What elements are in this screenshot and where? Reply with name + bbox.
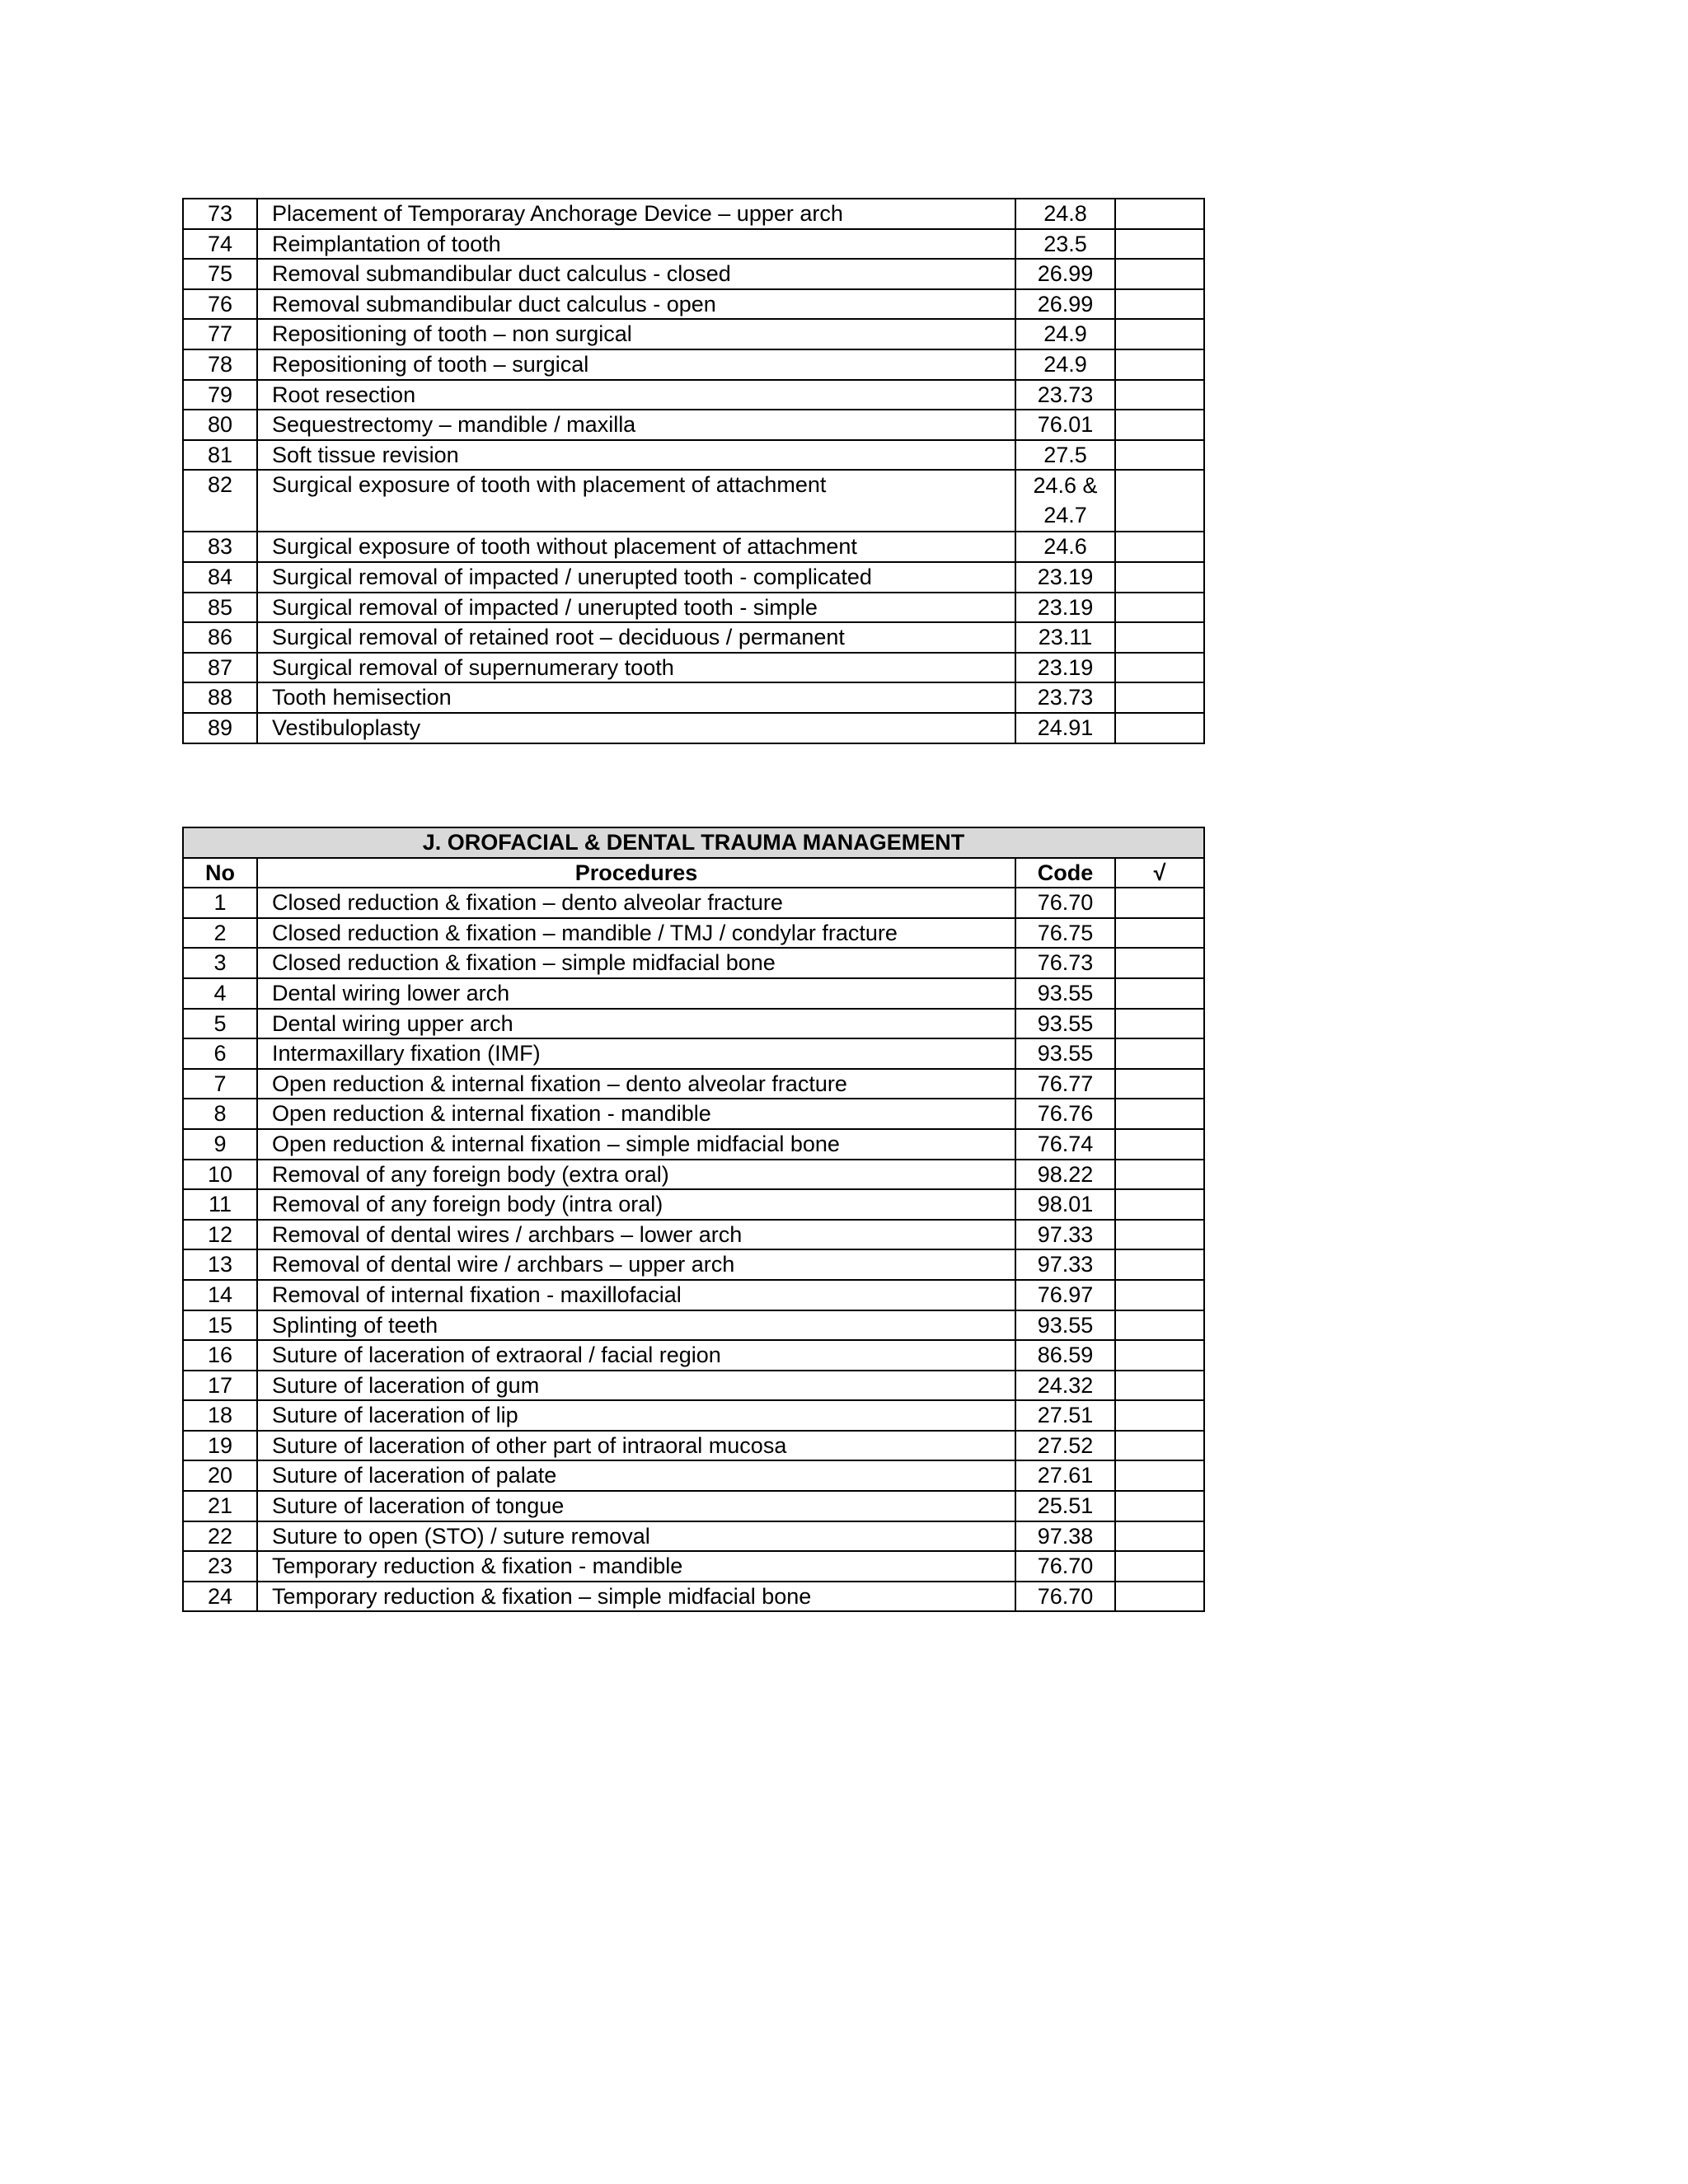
procedure-code: 76.70 <box>1015 1582 1115 1612</box>
procedure-code: 93.55 <box>1015 1038 1115 1069</box>
procedure-name: Surgical removal of supernumerary tooth <box>257 653 1015 683</box>
check-cell[interactable] <box>1115 440 1204 471</box>
procedure-name: Repositioning of tooth – surgical <box>257 349 1015 380</box>
procedure-name: Removal of dental wire / archbars – upper arch <box>257 1249 1015 1280</box>
procedure-name: Removal of any foreign body (extra oral) <box>257 1160 1015 1190</box>
table-row <box>183 319 1204 349</box>
procedure-code: 27.52 <box>1015 1431 1115 1461</box>
procedure-code: 76.73 <box>1015 948 1115 978</box>
check-cell[interactable] <box>1115 1249 1204 1280</box>
procedure-code: 23.5 <box>1015 229 1115 260</box>
check-cell[interactable] <box>1115 1340 1204 1371</box>
row-number: 2 <box>183 918 257 949</box>
orofacial-trauma-table <box>182 827 1205 1612</box>
procedure-name: Suture of laceration of tongue <box>257 1491 1015 1521</box>
check-cell[interactable] <box>1115 380 1204 410</box>
row-number: 7 <box>183 1069 257 1099</box>
table-row <box>183 918 1204 949</box>
procedure-code: 76.77 <box>1015 1069 1115 1099</box>
check-cell[interactable] <box>1115 532 1204 562</box>
procedure-name: Closed reduction & fixation – mandible / TMJ / condylar fracture <box>257 918 1015 949</box>
row-number: 82 <box>183 470 257 532</box>
check-cell[interactable] <box>1115 978 1204 1009</box>
row-number: 76 <box>183 289 257 320</box>
procedure-code: 24.91 <box>1015 713 1115 743</box>
procedure-code: 27.5 <box>1015 440 1115 471</box>
table-row <box>183 1160 1204 1190</box>
check-cell[interactable] <box>1115 289 1204 320</box>
procedure-name: Removal of internal fixation - maxillofacial <box>257 1280 1015 1310</box>
row-number: 20 <box>183 1460 257 1491</box>
procedure-name: Surgical removal of impacted / unerupted tooth - simple <box>257 593 1015 623</box>
check-cell[interactable] <box>1115 1431 1204 1461</box>
table-row <box>183 349 1204 380</box>
row-number: 21 <box>183 1491 257 1521</box>
table-row <box>183 653 1204 683</box>
procedure-name: Suture to open (STO) / suture removal <box>257 1521 1015 1552</box>
procedure-code: 26.99 <box>1015 259 1115 289</box>
procedure-code: 93.55 <box>1015 1310 1115 1341</box>
row-number: 8 <box>183 1099 257 1129</box>
check-cell[interactable] <box>1115 1069 1204 1099</box>
row-number: 9 <box>183 1129 257 1160</box>
table-row <box>183 440 1204 471</box>
row-number: 73 <box>183 199 257 229</box>
procedure-code: 23.19 <box>1015 562 1115 593</box>
procedure-name: Suture of laceration of palate <box>257 1460 1015 1491</box>
row-number: 84 <box>183 562 257 593</box>
procedure-code: 24.9 <box>1015 349 1115 380</box>
check-cell[interactable] <box>1115 1099 1204 1129</box>
procedure-code: 24.32 <box>1015 1371 1115 1401</box>
column-header-row <box>183 858 1204 888</box>
check-cell[interactable] <box>1115 410 1204 440</box>
check-cell[interactable] <box>1115 1491 1204 1521</box>
check-cell[interactable] <box>1115 1460 1204 1491</box>
procedure-name: Reimplantation of tooth <box>257 229 1015 260</box>
procedure-name: Dental wiring lower arch <box>257 978 1015 1009</box>
procedure-name: Surgical exposure of tooth without placement of attachment <box>257 532 1015 562</box>
header-procedures: Procedures <box>257 858 1015 888</box>
procedure-name: Dental wiring upper arch <box>257 1009 1015 1039</box>
row-number: 18 <box>183 1400 257 1431</box>
procedure-code: 76.70 <box>1015 1551 1115 1582</box>
table-row <box>183 1551 1204 1582</box>
table-row <box>183 470 1204 532</box>
check-cell[interactable] <box>1115 713 1204 743</box>
procedure-code: 25.51 <box>1015 1491 1115 1521</box>
procedure-name: Removal of dental wires / archbars – lower arch <box>257 1220 1015 1250</box>
procedure-name: Placement of Temporaray Anchorage Device – upper arch <box>257 199 1015 229</box>
check-cell[interactable] <box>1115 1160 1204 1190</box>
procedure-code: 76.70 <box>1015 888 1115 918</box>
check-cell[interactable] <box>1115 1551 1204 1582</box>
procedure-code: 26.99 <box>1015 289 1115 320</box>
check-cell[interactable] <box>1115 1521 1204 1552</box>
row-number: 19 <box>183 1431 257 1461</box>
procedure-code: 23.19 <box>1015 653 1115 683</box>
check-cell[interactable] <box>1115 349 1204 380</box>
check-cell[interactable] <box>1115 470 1204 532</box>
table-row <box>183 713 1204 743</box>
procedure-code: 97.33 <box>1015 1220 1115 1250</box>
table-row <box>183 259 1204 289</box>
check-cell[interactable] <box>1115 1129 1204 1160</box>
procedure-code: 97.33 <box>1015 1249 1115 1280</box>
table-row <box>183 289 1204 320</box>
procedure-code: 23.73 <box>1015 682 1115 713</box>
row-number: 24 <box>183 1582 257 1612</box>
procedure-name: Removal submandibular duct calculus - closed <box>257 259 1015 289</box>
procedure-code: 76.75 <box>1015 918 1115 949</box>
table-row <box>183 1009 1204 1039</box>
check-cell[interactable] <box>1115 1371 1204 1401</box>
table-row <box>183 1189 1204 1220</box>
row-number: 15 <box>183 1310 257 1341</box>
table-row <box>183 888 1204 918</box>
procedure-code: 27.51 <box>1015 1400 1115 1431</box>
check-cell[interactable] <box>1115 1582 1204 1612</box>
check-cell[interactable] <box>1115 562 1204 593</box>
table-row <box>183 229 1204 260</box>
check-cell[interactable] <box>1115 682 1204 713</box>
check-cell[interactable] <box>1115 1189 1204 1220</box>
row-number: 79 <box>183 380 257 410</box>
procedure-name: Suture of laceration of other part of intraoral mucosa <box>257 1431 1015 1461</box>
table-row <box>183 948 1204 978</box>
procedure-name: Vestibuloplasty <box>257 713 1015 743</box>
procedure-name: Splinting of teeth <box>257 1310 1015 1341</box>
table-row <box>183 1460 1204 1491</box>
procedure-code: 76.76 <box>1015 1099 1115 1129</box>
procedure-code: 97.38 <box>1015 1521 1115 1552</box>
row-number: 1 <box>183 888 257 918</box>
procedure-name: Surgical exposure of tooth with placement of attachment <box>257 470 1015 532</box>
procedure-name: Open reduction & internal fixation – dento alveolar fracture <box>257 1069 1015 1099</box>
check-cell[interactable] <box>1115 319 1204 349</box>
procedure-code: 76.74 <box>1015 1129 1115 1160</box>
check-cell[interactable] <box>1115 918 1204 949</box>
procedure-code: 23.73 <box>1015 380 1115 410</box>
procedure-name: Open reduction & internal fixation - mandible <box>257 1099 1015 1129</box>
table-row <box>183 1099 1204 1129</box>
check-cell[interactable] <box>1115 1310 1204 1341</box>
row-number: 11 <box>183 1189 257 1220</box>
procedure-code: 24.8 <box>1015 199 1115 229</box>
table-row <box>183 1220 1204 1250</box>
check-cell[interactable] <box>1115 1400 1204 1431</box>
row-number: 12 <box>183 1220 257 1250</box>
procedure-code: 27.61 <box>1015 1460 1115 1491</box>
table-row <box>183 1431 1204 1461</box>
procedure-name: Suture of laceration of lip <box>257 1400 1015 1431</box>
table-row <box>183 978 1204 1009</box>
table-row <box>183 1491 1204 1521</box>
procedure-name: Removal submandibular duct calculus - open <box>257 289 1015 320</box>
check-cell[interactable] <box>1115 653 1204 683</box>
table-row <box>183 1340 1204 1371</box>
procedure-name: Intermaxillary fixation (IMF) <box>257 1038 1015 1069</box>
procedure-name: Removal of any foreign body (intra oral) <box>257 1189 1015 1220</box>
procedure-name: Soft tissue revision <box>257 440 1015 471</box>
procedure-code: 93.55 <box>1015 978 1115 1009</box>
procedure-code: 76.97 <box>1015 1280 1115 1310</box>
table-b-body <box>183 888 1204 1611</box>
row-number: 6 <box>183 1038 257 1069</box>
row-number: 75 <box>183 259 257 289</box>
table-row <box>183 1521 1204 1552</box>
row-number: 22 <box>183 1521 257 1552</box>
check-cell[interactable] <box>1115 593 1204 623</box>
row-number: 74 <box>183 229 257 260</box>
row-number: 89 <box>183 713 257 743</box>
check-cell[interactable] <box>1115 948 1204 978</box>
row-number: 87 <box>183 653 257 683</box>
procedure-code: 24.6 <box>1015 532 1115 562</box>
row-number: 83 <box>183 532 257 562</box>
row-number: 81 <box>183 440 257 471</box>
row-number: 77 <box>183 319 257 349</box>
procedure-name: Temporary reduction & fixation - mandible <box>257 1551 1015 1582</box>
table-row <box>183 682 1204 713</box>
check-cell[interactable] <box>1115 1038 1204 1069</box>
table-row <box>183 1069 1204 1099</box>
check-cell[interactable] <box>1115 199 1204 229</box>
table-row <box>183 1400 1204 1431</box>
table-row <box>183 410 1204 440</box>
row-number: 16 <box>183 1340 257 1371</box>
procedure-name: Open reduction & internal fixation – simple midfacial bone <box>257 1129 1015 1160</box>
row-number: 13 <box>183 1249 257 1280</box>
row-number: 10 <box>183 1160 257 1190</box>
procedure-code: 23.19 <box>1015 593 1115 623</box>
check-cell[interactable] <box>1115 1280 1204 1310</box>
table-row <box>183 380 1204 410</box>
check-cell[interactable] <box>1115 229 1204 260</box>
table-row <box>183 622 1204 653</box>
procedure-code: 24.6 & 24.7 <box>1015 470 1115 532</box>
row-number: 17 <box>183 1371 257 1401</box>
procedure-code: 98.22 <box>1015 1160 1115 1190</box>
check-cell[interactable] <box>1115 1009 1204 1039</box>
procedure-code: 23.11 <box>1015 622 1115 653</box>
row-number: 85 <box>183 593 257 623</box>
table-row <box>183 593 1204 623</box>
row-number: 3 <box>183 948 257 978</box>
row-number: 23 <box>183 1551 257 1582</box>
table-a-body <box>183 199 1204 743</box>
table-row <box>183 1129 1204 1160</box>
procedure-name: Tooth hemisection <box>257 682 1015 713</box>
procedure-name: Closed reduction & fixation – dento alveolar fracture <box>257 888 1015 918</box>
procedure-table-continued <box>182 198 1205 744</box>
procedure-name: Root resection <box>257 380 1015 410</box>
procedure-name: Sequestrectomy – mandible / maxilla <box>257 410 1015 440</box>
check-cell[interactable] <box>1115 888 1204 918</box>
table-row <box>183 562 1204 593</box>
procedure-name: Surgical removal of retained root – deciduous / permanent <box>257 622 1015 653</box>
row-number: 5 <box>183 1009 257 1039</box>
header-check: √ <box>1115 858 1204 888</box>
check-cell[interactable] <box>1115 259 1204 289</box>
row-number: 14 <box>183 1280 257 1310</box>
table-row <box>183 1371 1204 1401</box>
header-code: Code <box>1015 858 1115 888</box>
procedure-name: Suture of laceration of extraoral / facial region <box>257 1340 1015 1371</box>
row-number: 86 <box>183 622 257 653</box>
row-number: 80 <box>183 410 257 440</box>
procedure-code: 24.9 <box>1015 319 1115 349</box>
procedure-name: Surgical removal of impacted / unerupted tooth - complicated <box>257 562 1015 593</box>
header-no: No <box>183 858 257 888</box>
section-title-row <box>183 827 1204 858</box>
row-number: 88 <box>183 682 257 713</box>
table-row <box>183 532 1204 562</box>
table-row <box>183 1280 1204 1310</box>
row-number: 4 <box>183 978 257 1009</box>
procedure-code: 76.01 <box>1015 410 1115 440</box>
procedure-name: Repositioning of tooth – non surgical <box>257 319 1015 349</box>
table-row <box>183 1038 1204 1069</box>
procedure-name: Temporary reduction & fixation – simple midfacial bone <box>257 1582 1015 1612</box>
procedure-code: 93.55 <box>1015 1009 1115 1039</box>
procedure-code: 98.01 <box>1015 1189 1115 1220</box>
section-title: J. OROFACIAL & DENTAL TRAUMA MANAGEMENT <box>183 827 1204 858</box>
table-row <box>183 1582 1204 1612</box>
procedure-name: Suture of laceration of gum <box>257 1371 1015 1401</box>
table-row <box>183 199 1204 229</box>
row-number: 78 <box>183 349 257 380</box>
procedure-code: 86.59 <box>1015 1340 1115 1371</box>
table-row <box>183 1310 1204 1341</box>
check-cell[interactable] <box>1115 1220 1204 1250</box>
check-cell[interactable] <box>1115 622 1204 653</box>
table-row <box>183 1249 1204 1280</box>
procedure-name: Closed reduction & fixation – simple midfacial bone <box>257 948 1015 978</box>
